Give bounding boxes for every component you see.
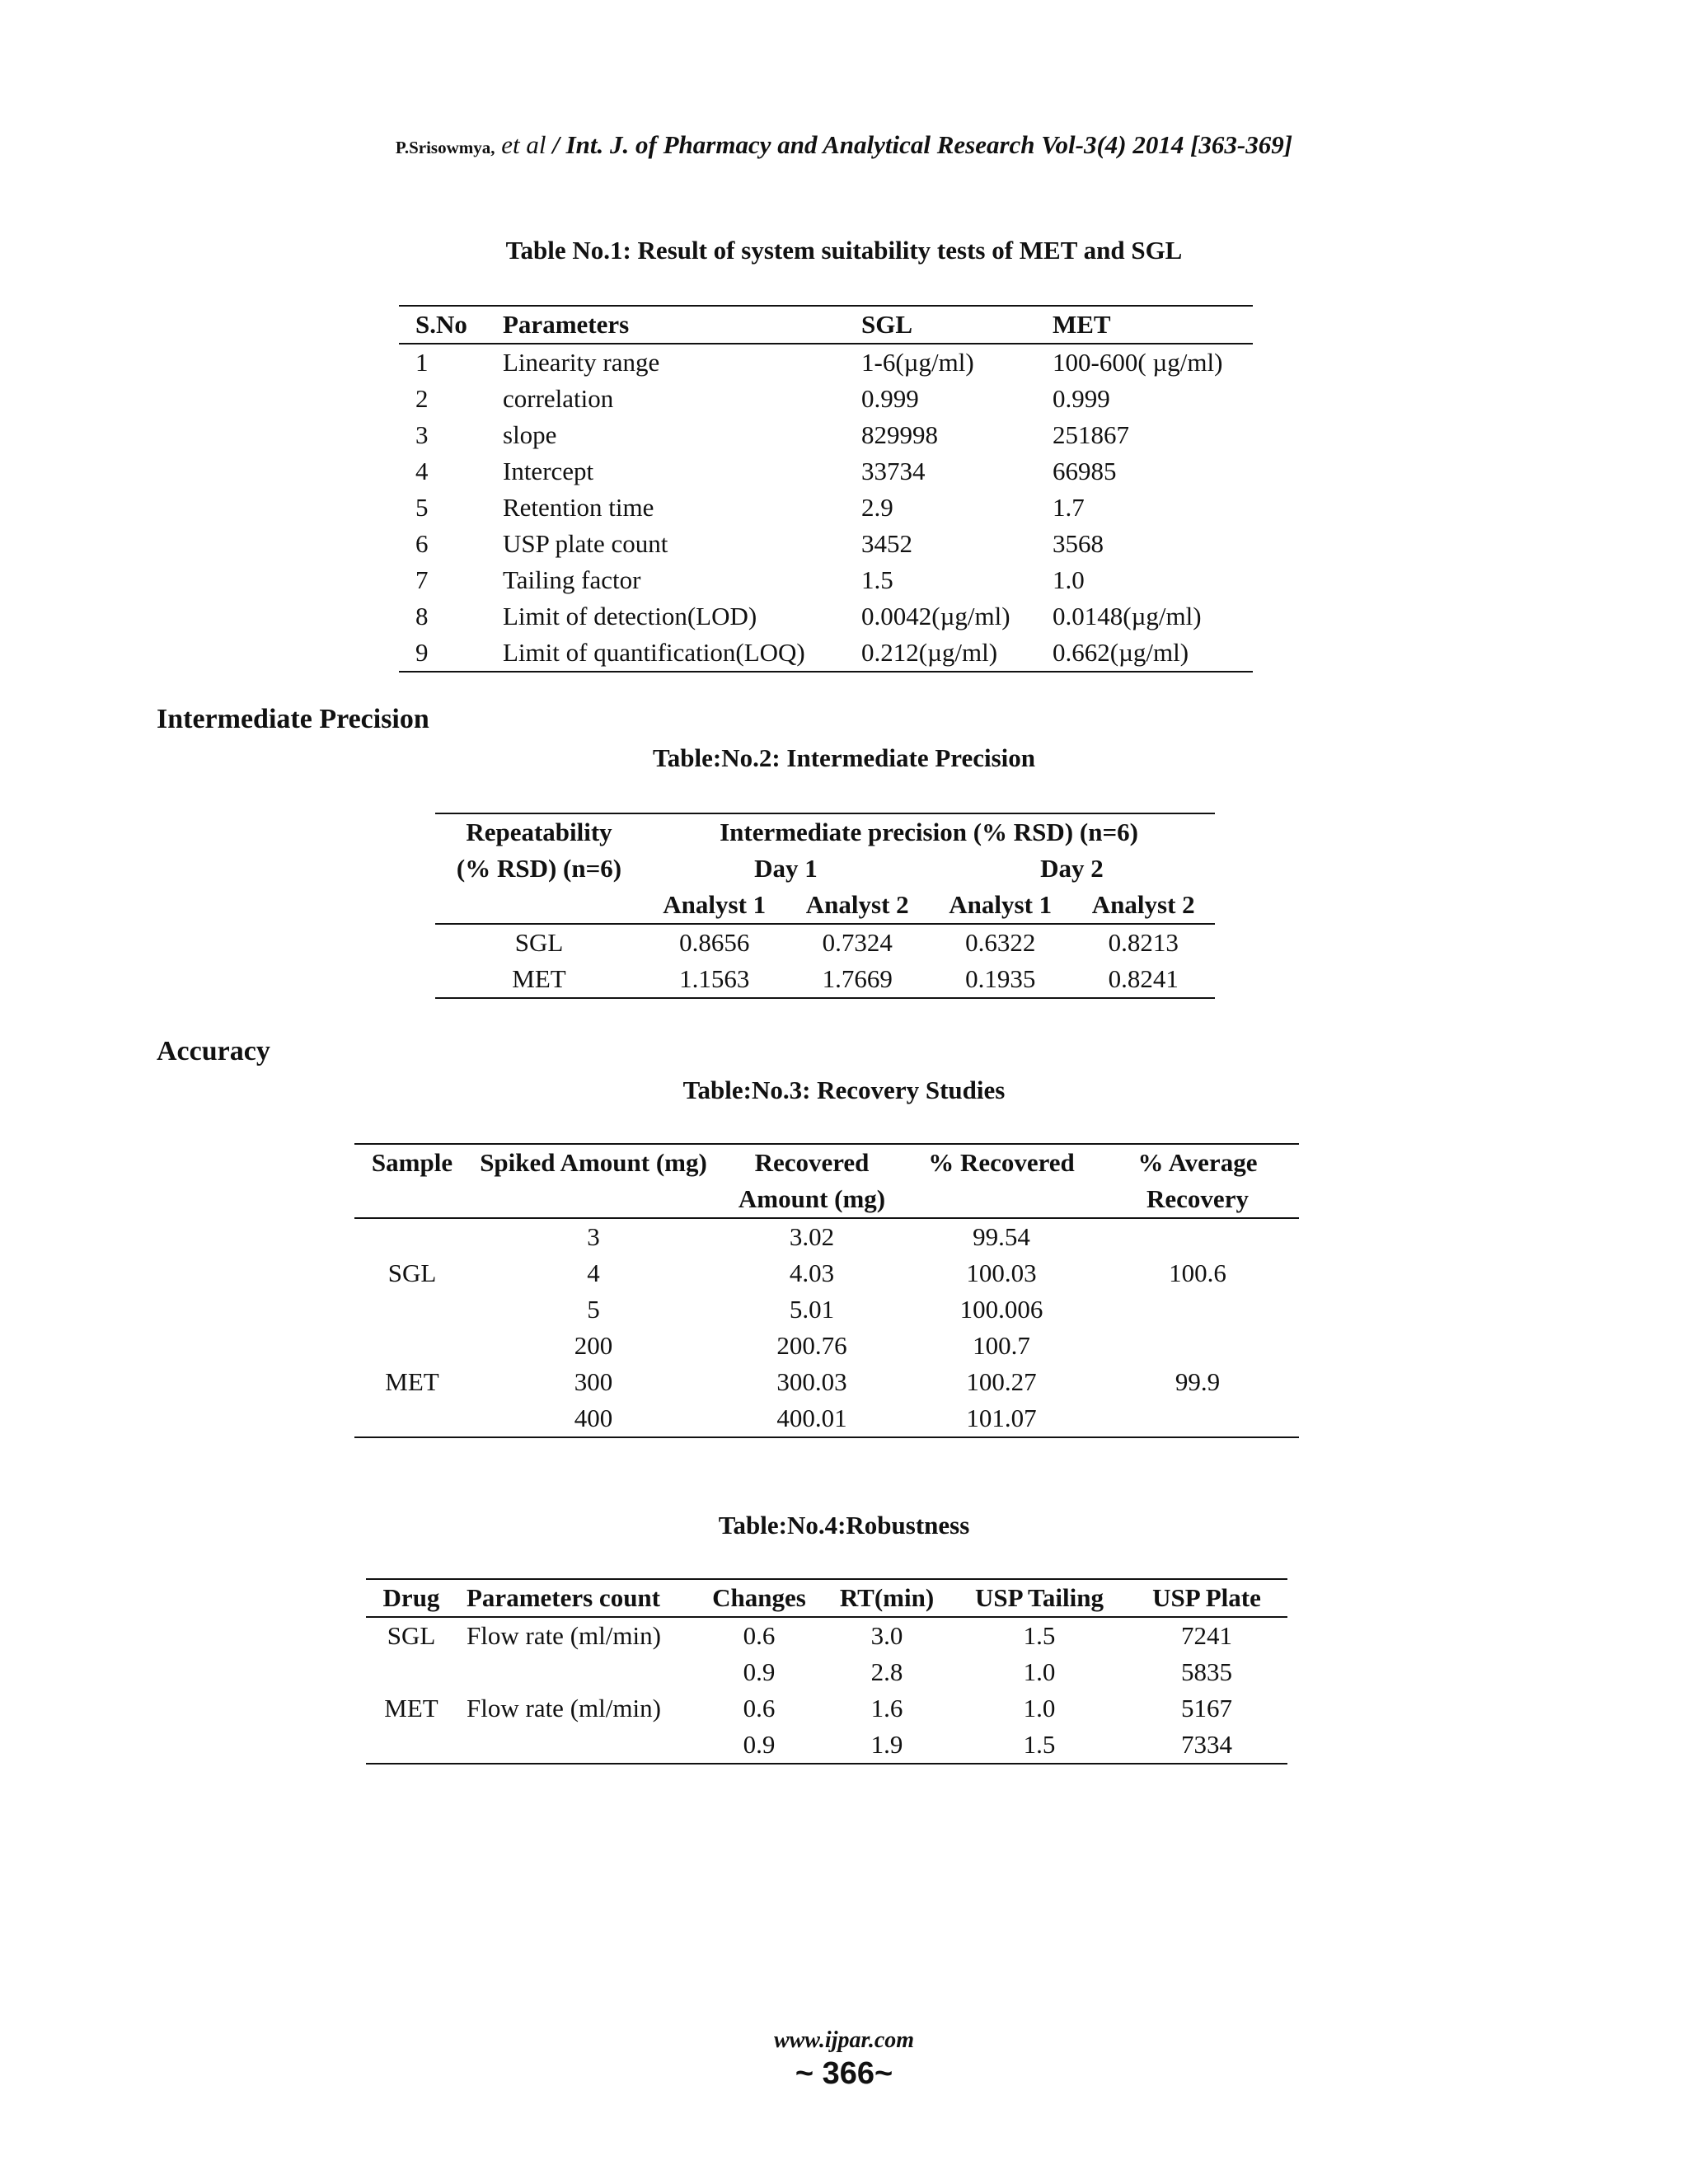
table1-system-suitability (399, 305, 1253, 673)
table-row (399, 562, 1253, 598)
table-cell: 5.01 (789, 1295, 835, 1324)
table-cell: USP plate count (503, 529, 668, 558)
header-etal: et al (495, 130, 546, 159)
table3-recovery-studies (354, 1143, 1299, 1438)
section-heading-precision: Intermediate Precision (157, 704, 429, 734)
table-cell: 100-600( µg/ml) (1053, 348, 1223, 377)
table-header-row (354, 1144, 1299, 1181)
table-cell: 1 (415, 348, 429, 377)
table-header-cell: Parameters (503, 310, 630, 339)
table-row (366, 1617, 1287, 1654)
header-journal: / Int. J. of Pharmacy and Analytical Research Vol-3(4) 2014 [363-369] (546, 130, 1293, 159)
table-cell: 300 (574, 1367, 613, 1396)
table-cell: SGL (514, 928, 564, 957)
table-cell: 66985 (1053, 457, 1117, 485)
table-header-row (435, 887, 1215, 924)
table-cell: 1.1563 (679, 964, 750, 993)
table-header-cell: Analyst 2 (805, 890, 909, 919)
table-header-cell: Repeatability (466, 818, 612, 846)
table-cell: 0.0042(µg/ml) (861, 602, 1010, 630)
table1-caption: Table No.1: Result of system suitability tests of MET and SGL (505, 236, 1183, 265)
table-header-cell (435, 887, 643, 924)
table1-body (399, 344, 1253, 672)
table-header-cell: MET (1053, 310, 1111, 339)
table-cell (457, 1727, 697, 1764)
table-header-cell: S.No (415, 310, 467, 339)
table-cell: Linearity range (503, 348, 660, 377)
table-cell: 1.5 (1023, 1730, 1056, 1759)
table-header-row (354, 1181, 1299, 1218)
table-cell: 100.006 (959, 1295, 1043, 1324)
table-header-cell: % Recovered (928, 1148, 1075, 1177)
table-cell: 100.7 (973, 1331, 1030, 1360)
table-cell: 6 (415, 529, 429, 558)
table-header-cell: SGL (861, 310, 913, 339)
table-cell: 5 (415, 493, 429, 522)
table-cell: Tailing factor (503, 565, 641, 594)
table-cell: Flow rate (ml/min) (467, 1694, 661, 1722)
footer-url[interactable]: www.ijpar.com (773, 2027, 915, 2053)
table-row (354, 1328, 1299, 1364)
table-cell: 3 (587, 1222, 600, 1251)
table-cell: 0.6 (743, 1694, 776, 1722)
table-row (399, 381, 1253, 417)
table-cell: 400.01 (776, 1404, 847, 1432)
table-header-cell: Analyst 1 (949, 890, 1053, 919)
table4-caption: Table:No.4:Robustness (718, 1511, 970, 1540)
table-row (399, 344, 1253, 381)
table-cell: 101.07 (966, 1404, 1037, 1432)
table-cell: 0.7324 (822, 928, 893, 957)
table-header-cell: Recovered (754, 1148, 870, 1177)
table-cell: 0.9 (743, 1730, 776, 1759)
table-cell: 7 (415, 565, 429, 594)
table-header-cell: Day 2 (1040, 854, 1104, 883)
table-header-cell: Intermediate precision (% RSD) (n=6) (720, 818, 1138, 846)
table-header-cell: Analyst 1 (663, 890, 767, 919)
table-cell: 1.0 (1023, 1657, 1056, 1686)
table-cell (366, 1654, 457, 1690)
table-cell: 200.76 (776, 1331, 847, 1360)
table-header-cell: USP Tailing (975, 1583, 1104, 1612)
table-header-cell: Sample (371, 1148, 453, 1177)
page-number: ~ 366~ (795, 2056, 893, 2091)
table-cell: 300.03 (776, 1367, 847, 1396)
table-cell: 0.6322 (965, 928, 1036, 957)
table-cell: 1.5 (1023, 1621, 1056, 1650)
table-cell: 100.6 (1169, 1258, 1226, 1287)
table-header-row (435, 813, 1215, 851)
table4-body (366, 1617, 1287, 1764)
table-cell: 251867 (1053, 420, 1129, 449)
table2-caption: Table:No.2: Intermediate Precision (652, 743, 1036, 772)
table-header-cell: Amount (mg) (738, 1184, 886, 1213)
table-cell: Intercept (503, 457, 594, 485)
table-header-cell: Drug (382, 1583, 440, 1612)
table-cell: 3 (415, 420, 429, 449)
table-row (366, 1654, 1287, 1690)
table-header-row (399, 306, 1253, 344)
table-header-cell: Day 1 (754, 854, 818, 883)
table-cell (457, 1654, 697, 1690)
table-header-cell: Spiked Amount (mg) (480, 1148, 707, 1177)
table-cell: 1.9 (870, 1730, 903, 1759)
table-cell: 0.212(µg/ml) (861, 638, 998, 667)
section-heading-accuracy: Accuracy (157, 1036, 270, 1066)
table-cell: 1.0 (1023, 1694, 1056, 1722)
table-cell: 5167 (1181, 1694, 1232, 1722)
table-header-cell: Analyst 2 (1091, 890, 1195, 919)
table-cell: 200 (574, 1331, 613, 1360)
table-cell: Flow rate (ml/min) (467, 1621, 661, 1650)
table-cell: 1-6(µg/ml) (861, 348, 974, 377)
table-cell: MET (512, 964, 566, 993)
table-header-cell: RT(min) (839, 1583, 935, 1612)
table-cell: 0.8213 (1108, 928, 1179, 957)
table-cell: 0.1935 (965, 964, 1036, 993)
table-header-row (366, 1579, 1287, 1617)
table-cell (366, 1727, 457, 1764)
table-row (399, 490, 1253, 526)
table-cell: 5 (587, 1295, 600, 1324)
table-cell: 1.0 (1053, 565, 1085, 594)
table-cell: Limit of detection(LOD) (503, 602, 757, 630)
running-header (0, 130, 1688, 160)
table-row (366, 1690, 1287, 1727)
table-cell: 3.02 (789, 1222, 835, 1251)
table-cell: 0.9 (743, 1657, 776, 1686)
table-cell: 9 (415, 638, 429, 667)
table-cell: 99.9 (1175, 1367, 1221, 1396)
table-cell: 0.0148(µg/ml) (1053, 602, 1202, 630)
table-cell: 4 (587, 1258, 600, 1287)
table-cell: 1.5 (861, 565, 893, 594)
table-cell: 8 (415, 602, 429, 630)
table-cell: 0.662(µg/ml) (1053, 638, 1189, 667)
table-header-cell (470, 1181, 717, 1218)
table-cell: 2.8 (870, 1657, 903, 1686)
table-cell: 0.8656 (679, 928, 750, 957)
table-cell: SGL (387, 1258, 437, 1287)
table-cell: 400 (574, 1404, 613, 1432)
table-header-cell: Recovery (1146, 1184, 1249, 1213)
table-cell: 0.999 (861, 384, 919, 413)
table-row (399, 598, 1253, 635)
table-cell: 100.27 (966, 1367, 1037, 1396)
table-cell: 1.7 (1053, 493, 1085, 522)
table-row (399, 635, 1253, 672)
table-row (399, 453, 1253, 490)
table-cell: 2.9 (861, 493, 893, 522)
table-cell: 100.03 (966, 1258, 1037, 1287)
table-cell: MET (384, 1694, 438, 1722)
table-cell: Limit of quantification(LOQ) (503, 638, 805, 667)
table-cell: 33734 (861, 457, 926, 485)
table-header-cell: (% RSD) (n=6) (456, 854, 622, 883)
table-cell: 0.999 (1053, 384, 1110, 413)
table-cell: 829998 (861, 420, 938, 449)
table-cell: 1.7669 (822, 964, 893, 993)
table-cell: 7241 (1181, 1621, 1232, 1650)
table-cell: 4 (415, 457, 429, 485)
table-cell: 4.03 (789, 1258, 835, 1287)
table-cell: 5835 (1181, 1657, 1232, 1686)
table-cell: 7334 (1181, 1730, 1232, 1759)
table-row (399, 526, 1253, 562)
table-header-cell: % Average (1137, 1148, 1258, 1177)
table-row (435, 961, 1215, 998)
table-cell: 1.6 (870, 1694, 903, 1722)
table-cell: 0.8241 (1108, 964, 1179, 993)
table-row (435, 924, 1215, 961)
table-cell: 3.0 (870, 1621, 903, 1650)
table3-caption: Table:No.3: Recovery Studies (682, 1076, 1006, 1104)
table-cell: 3568 (1053, 529, 1104, 558)
table-header-cell (907, 1181, 1096, 1218)
table-cell: 0.6 (743, 1621, 776, 1650)
table-cell: 99.54 (973, 1222, 1030, 1251)
table-cell: slope (503, 420, 557, 449)
table-cell: MET (385, 1367, 439, 1396)
table-header-row (435, 851, 1215, 887)
table-header-cell: Changes (712, 1583, 806, 1612)
table2-intermediate-precision (435, 813, 1215, 999)
table4-robustness (366, 1578, 1287, 1765)
table-header-cell (354, 1181, 470, 1218)
table-cell: Retention time (503, 493, 654, 522)
table-row (366, 1727, 1287, 1764)
header-author: P.Srisowmya, (395, 138, 495, 157)
table-cell: 3452 (861, 529, 912, 558)
table-header-cell: Parameters count (467, 1583, 660, 1612)
table-cell: 2 (415, 384, 429, 413)
table3-body (354, 1218, 1299, 1437)
table-row (354, 1218, 1299, 1255)
table-row (399, 417, 1253, 453)
table-cell: correlation (503, 384, 614, 413)
table-cell: SGL (387, 1621, 436, 1650)
table-header-cell: USP Plate (1152, 1583, 1261, 1612)
